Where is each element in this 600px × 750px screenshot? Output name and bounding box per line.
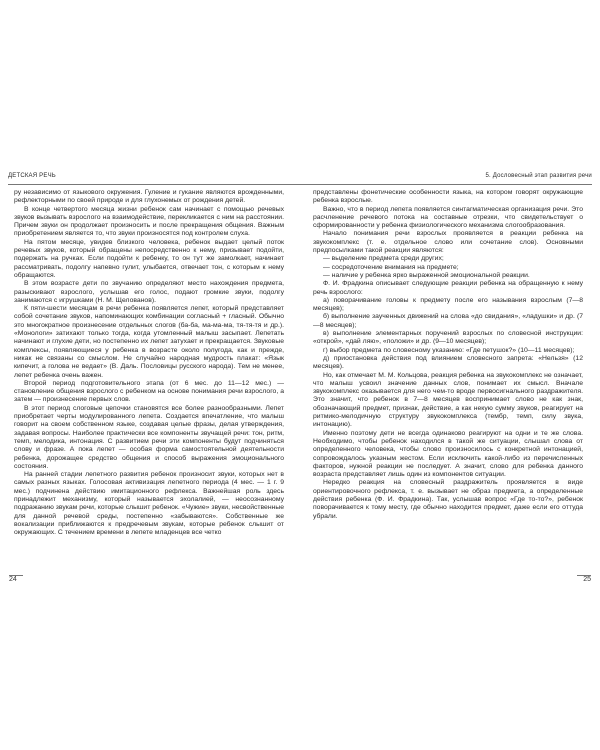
paragraph: На ранней стадии лепетного развития ребенок произносит звуки, которых нет в самых разных языках. Голосовая активизация лепетного периода (4 мес. — 1 г. 9 мес.) подчинена действию имитационного рефлекса. Важнейшая роль здесь принадлежит механизму, который называется эхолалией, — неосознанному подражанию звукам речи, которые слышит ребенок. «Чужие» звуки, несвойственные для данной речевой среды, постепенно «забываются». Собственные же вокализации приближаются к предречевым звукам, которые ребенок слышит от окружающих. С течением времени в лепете младенцев все четко	[14, 471, 284, 537]
paragraph: Именно поэтому дети не всегда одинаково реагируют на одни и те же слова. Необходимо, чтобы ребенок находился в такой же ситуации, слышал слова от определенного человека, чтобы слово произносилось с конкретной интонацией, сопровождалось указным жестом. Если исключить какой-либо из перечисленных факторов, нужной реакции не последует. А значит, слово для ребенка данного возраста представляет лишь один из компонентов ситуации.	[313, 429, 583, 479]
paragraph: — наличие у ребенка ярко выраженной эмоциональной реакции.	[323, 271, 530, 279]
paragraph: В этом возрасте дети по звучанию определяют место нахождения предмета, разыскивают взрослого, услышав его голос, подают громкие звуки, подолгу занимаются с игрушками (Н. М. Щелованов).	[14, 280, 284, 304]
paragraph: Начало понимания речи взрослых проявляется в реакции ребенка на звукокомплекс (т. е. отдельное слово или сочетание слов). Основными предпосылками такой реакции являются:	[313, 230, 583, 255]
paragraph: Ф. И. Фрадкина описывает следующие реакции ребенка на обращенную к нему речь взрослого:	[313, 280, 583, 296]
paragraph: представлены фонетические особенности языка, на котором говорят окружающие ребенка взрослые.	[313, 189, 583, 205]
paragraph: а) поворачивание головы к предмету после его называния взрослым (7—8 месяцев);	[313, 296, 583, 313]
paragraph: На пятом месяце, увидев близкого человека, ребенок выдает целый поток речевых звуков, который обращены непосредственно к нему, призывает подойти, подержать на ручках. Если подойти к ребенку, то он тут же замолкает, начинает рассматривать, подолгу напевно гулит, улыбается, отвечает тон, с которым к нему обращаются.	[14, 238, 284, 279]
page-number-left: 24	[9, 576, 17, 583]
running-header	[8, 172, 592, 185]
paragraph: г) выбор предмета по словесному указанию: «Где петушок?» (10—11 месяцев);	[323, 346, 575, 354]
paragraph: Важно, что в период лепета появляется синтагматическая организация речи. Это расчленение речевого потока на составные отрезки, что свидетельствует о сформированности у ребенка физиологического механизма слогообразования.	[313, 205, 583, 230]
header-right: 5. Дословесный этап развития речи	[485, 173, 592, 179]
page-number-right: 25	[583, 576, 591, 583]
paragraph: д) приостановка действия под влиянием словесного запрета: «Нельзя» (12 месяцев).	[313, 354, 583, 371]
paragraph: Второй период подготовительного этапа (от 6 мес. до 11—12 мес.) — становление общения взрослого с ребенком на основе понимания речи взрослого, а затем — произнесение первых слов.	[14, 379, 284, 404]
paragraph: Нередко реакция на словесный раздражитель проявляется в виде ориентировочного рефлекса, т. е. вызывает не образ предмета, а определенные действия ребенка (Ф. И. Фрадкина). Так, услышав вопрос «Где то-то?», ребенок поворачивается к тому месту, где обычно находится предмет, даже если его оттуда убрали.	[313, 479, 583, 520]
left-page-column	[14, 189, 284, 579]
paragraph: — выделение предмета среди других;	[323, 255, 444, 263]
paragraph: В конце четвертого месяца жизни ребенок сам начинает с помощью речевых звуков вызывать взрослого на взаимодействие, перекликается с ним на расстоянии. Причем звуки он продолжает произносить и после прекращения общения. Важным приобретением является то, что звуки произносятся под контролем слуха.	[14, 205, 284, 238]
paragraph: б) выполнение заученных движений на слова «до свидания», «ладушки» и др. (7—8 месяцев);	[313, 313, 583, 329]
paragraph: Но, как отмечает М. М. Кольцова, реакция ребенка на звукокомплекс не означает, что малыш усвоил значение данных слов, понимает их смысл. Вначале звукокомплекс оказывается для него чем-то вроде первосигнального раздражителя. Это значит, что ребенок в 7—8 месяцев воспринимает слово не как знак, обозначающий предмет, признак, действие, а как некую сумму звуков, реагирует на ритмико-мелодичную структуру звукокомплекса (тембр, темп, силу звука, интонацию).	[313, 371, 583, 429]
paragraph: К пяти-шести месяцам в речи ребенка появляется лепет, который представляет собой сочетание звуков, напоминающих комбинации согласный + гласный. Обычно это многократное произнесение отдельных слогов (ба-ба, ма-ма-ма, тя-тя-тя и др.). «Монологи» затихают только тогда, когда утомленный малыш засыпает. Лепетать начинают и глухие дети, но постепенно их лепет затухает и прекращается. Звуковые комплексы, появляющиеся у ребенка в возрасте около полугода, как и прежде, никак не связаны со смыслом. Не случайно народная мудрость плакат: «Язык кипечит, а голова не ведает» (В. Даль. Пословицы русского народа). Тем не менее, лепет ребенка очень важен.	[14, 305, 284, 379]
paragraph: — сосредоточение внимания на предмете;	[323, 263, 459, 271]
right-page-column	[313, 189, 583, 579]
paragraph: ру независимо от языкового окружения. Гуление и гукание являются врожденными, рефлекторными по своей природе и для глухонемых от рождения детей.	[14, 189, 284, 205]
paragraph: В этот период слоговые цепочки становятся все более разнообразными. Лепет приобретает черты модулированного лепета. Создается впечатление, что малыш говорит на своем собственном языке, создавая целые фразы, делая утверждения, задавая вопросы. Наиболее практически все компоненты звучащей речи: тон, ритм, темп, мелодика, интонация. С развитием речи эти компоненты будут подчиняться слову и фразе. А пока лепет — особая форма самостоятельной деятельности ребенка, дорожащее средство общения и способ выражения эмоционального состояния.	[14, 404, 284, 470]
paragraph: в) выполнение элементарных поручений взрослых по словесной инструкции: «открой», «дай ляю», «положи» и др. (9—10 месяцев);	[313, 330, 583, 346]
header-left: ДЕТСКАЯ РЕЧЬ	[8, 173, 56, 179]
